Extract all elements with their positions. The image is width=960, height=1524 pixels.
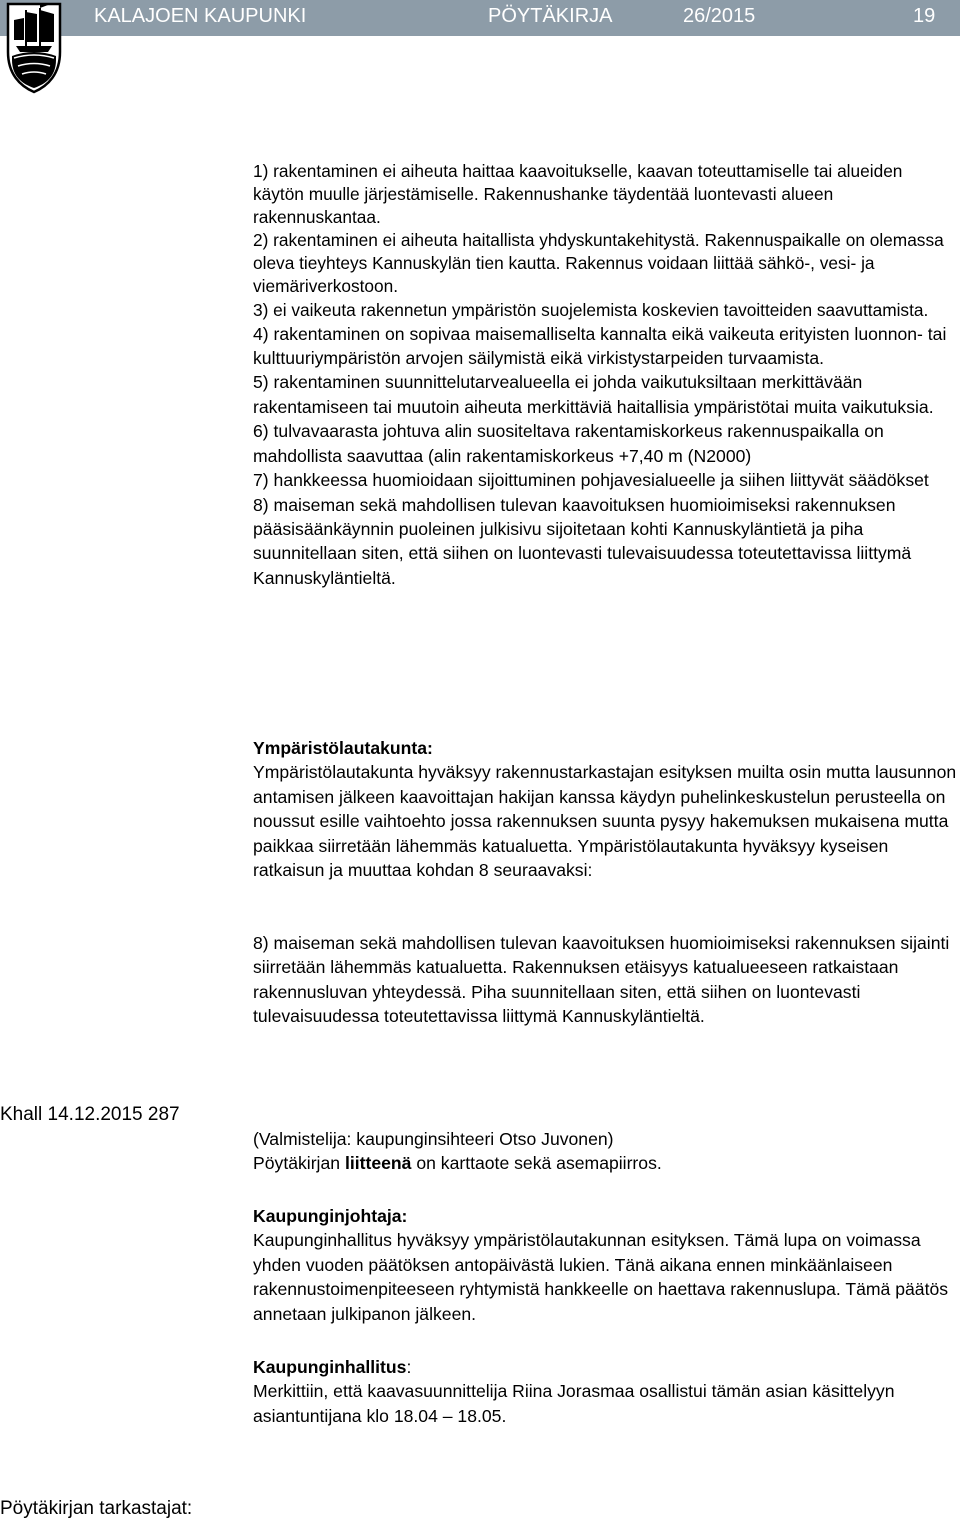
council-preparation <box>253 1127 958 1176</box>
condition-item: 2) rakentaminen ei aiheuta haitallista yhdyskuntakehitystä. Rakennuspaikalle on olemassa oleva tieyhteys Kannuskylän tien kautta. Rakennus voidaan liittää sähkö-, vesi- ja viemäriverkostoon. <box>253 230 944 297</box>
attachment-suffix: on karttaote sekä asemapiirros. <box>416 1153 662 1174</box>
council-heading-line <box>253 1355 958 1379</box>
preparer-line: (Valmistelija: kaupunginsihteeri Otso Juvonen) <box>253 1129 614 1149</box>
condition-item: 4) rakentaminen on sopivaa maisemalliselta kannalta eikä vaikeuta erityisten luonnon- tai kulttuuriympäristön arvojen säilymistä eikä virkistystarpeiden turvaamista. <box>253 323 947 369</box>
mayor-heading: Kaupunginjohtaja: <box>253 1206 408 1226</box>
condition-item: 5) rakentaminen suunnittelutarvealueella ei johda vaikutuksiltaan merkittävään rakentamiseen tai muutoin aiheuta merkittäviä haitallisia ympäristötai muita vaikutuksia. <box>253 372 934 417</box>
page-number: 19 <box>913 5 936 27</box>
attachment-line <box>253 1151 958 1175</box>
council-text: Merkittiin, että kaavasuunnittelija Riina Jorasmaa osallistui tämän asian käsittelyyn asiantuntijana klo 18.04 – 18.05. <box>253 1381 895 1426</box>
condition-item: 6) tulvavaarasta johtuva alin suositeltava rakentamiskorkeus rakennuspaikalla on mahdollista saavuttaa (alin rakentamiskorkeus +7,40 m (N2000) <box>253 421 884 466</box>
document-number: 26/2015 <box>683 5 756 27</box>
environment-board-heading: Ympäristölautakunta: <box>253 738 433 758</box>
document-type: PÖYTÄKIRJA <box>488 5 613 27</box>
condition-item: 3) ei vaikeuta rakennetun ympäristön suojelemista koskevien tavoitteiden saavuttamista. <box>253 299 929 320</box>
conditions-list <box>253 160 958 590</box>
municipality-name: KALAJOEN KAUPUNKI <box>94 5 307 27</box>
mayor-section <box>253 1204 958 1326</box>
reviewers-label: Pöytäkirjan tarkastajat: <box>0 1498 193 1519</box>
environment-board-text: Ympäristölautakunta hyväksyy rakennustarkastajan esityksen muilta osin mutta lausunnon antamisen jälkeen kaavoittajan hakijan kanssa käydyn puhelinkeskustelun perusteella on noussut esille vaihtoehto jossa rakennuksen suunta pysyy hakemuksen mukaisena mutta paikkaa siirretään lähemmäs katualuetta. Ympäristölautakunta hyväksyy kyseisen ratkaisun ja muuttaa kohdan 8 seuraavaksi: <box>253 762 957 881</box>
council-heading: Kaupunginhallitus <box>253 1357 407 1377</box>
amended-condition <box>253 931 958 1029</box>
environment-board-section <box>253 736 958 882</box>
meeting-reference: Khall 14.12.2015 287 <box>0 1104 180 1125</box>
ship-crest-icon <box>4 0 64 96</box>
condition-item: 7) hankkeessa huomioidaan sijoittuminen pohjavesialueelle ja siihen liittyvät säädökset <box>253 470 929 491</box>
page-header <box>0 0 960 36</box>
condition-item: 1) rakentaminen ei aiheuta haittaa kaavoitukselle, kaavan toteuttamiselle tai alueiden käytön muulle järjestämiselle. Rakennushanke täydentää luontevasti alueen rakennuskantaa. <box>253 161 903 228</box>
mayor-text: Kaupunginhallitus hyväksyy ympäristölautakunnan esityksen. Tämä lupa on voimassa yhden vuoden päätöksen antopäivästä lukien. Tänä aikana ennen minkäänlaiseen rakennustoimenpiteeseen ryhtymistä hankkeelle on haettava rakennuslupa. Tämä päätös annetaan julkipanon jälkeen. <box>253 1230 949 1324</box>
council-section <box>253 1355 958 1428</box>
attachment-prefix: Pöytäkirjan <box>253 1153 341 1174</box>
amended-condition-text: 8) maiseman sekä mahdollisen tulevan kaavoituksen huomioimiseksi rakennuksen sijainti siirretään lähemmäs katualuetta. Rakennuksen etäisyys katualueeseen ratkaistaan rakennusluvan yhteydessä. Piha suunnitellaan siten, että siihen on luontevasti tulevaisuudessa toteutettavissa liittymä Kannuskyläntieltä. <box>253 933 950 1027</box>
council-heading-colon: : <box>406 1357 412 1377</box>
attachment-bold: liitteenä <box>344 1153 412 1174</box>
condition-item: 8) maiseman sekä mahdollisen tulevan kaavoituksen huomioimiseksi rakennuksen pääsisäänkäynnin puoleinen julkisivu sijoitetaan kohti Kannuskyläntietä ja piha suunnitellaan siten, että siihen on luontevasti tulevaisuudessa toteutettavissa liittymä Kannuskyläntieltä. <box>253 494 912 588</box>
